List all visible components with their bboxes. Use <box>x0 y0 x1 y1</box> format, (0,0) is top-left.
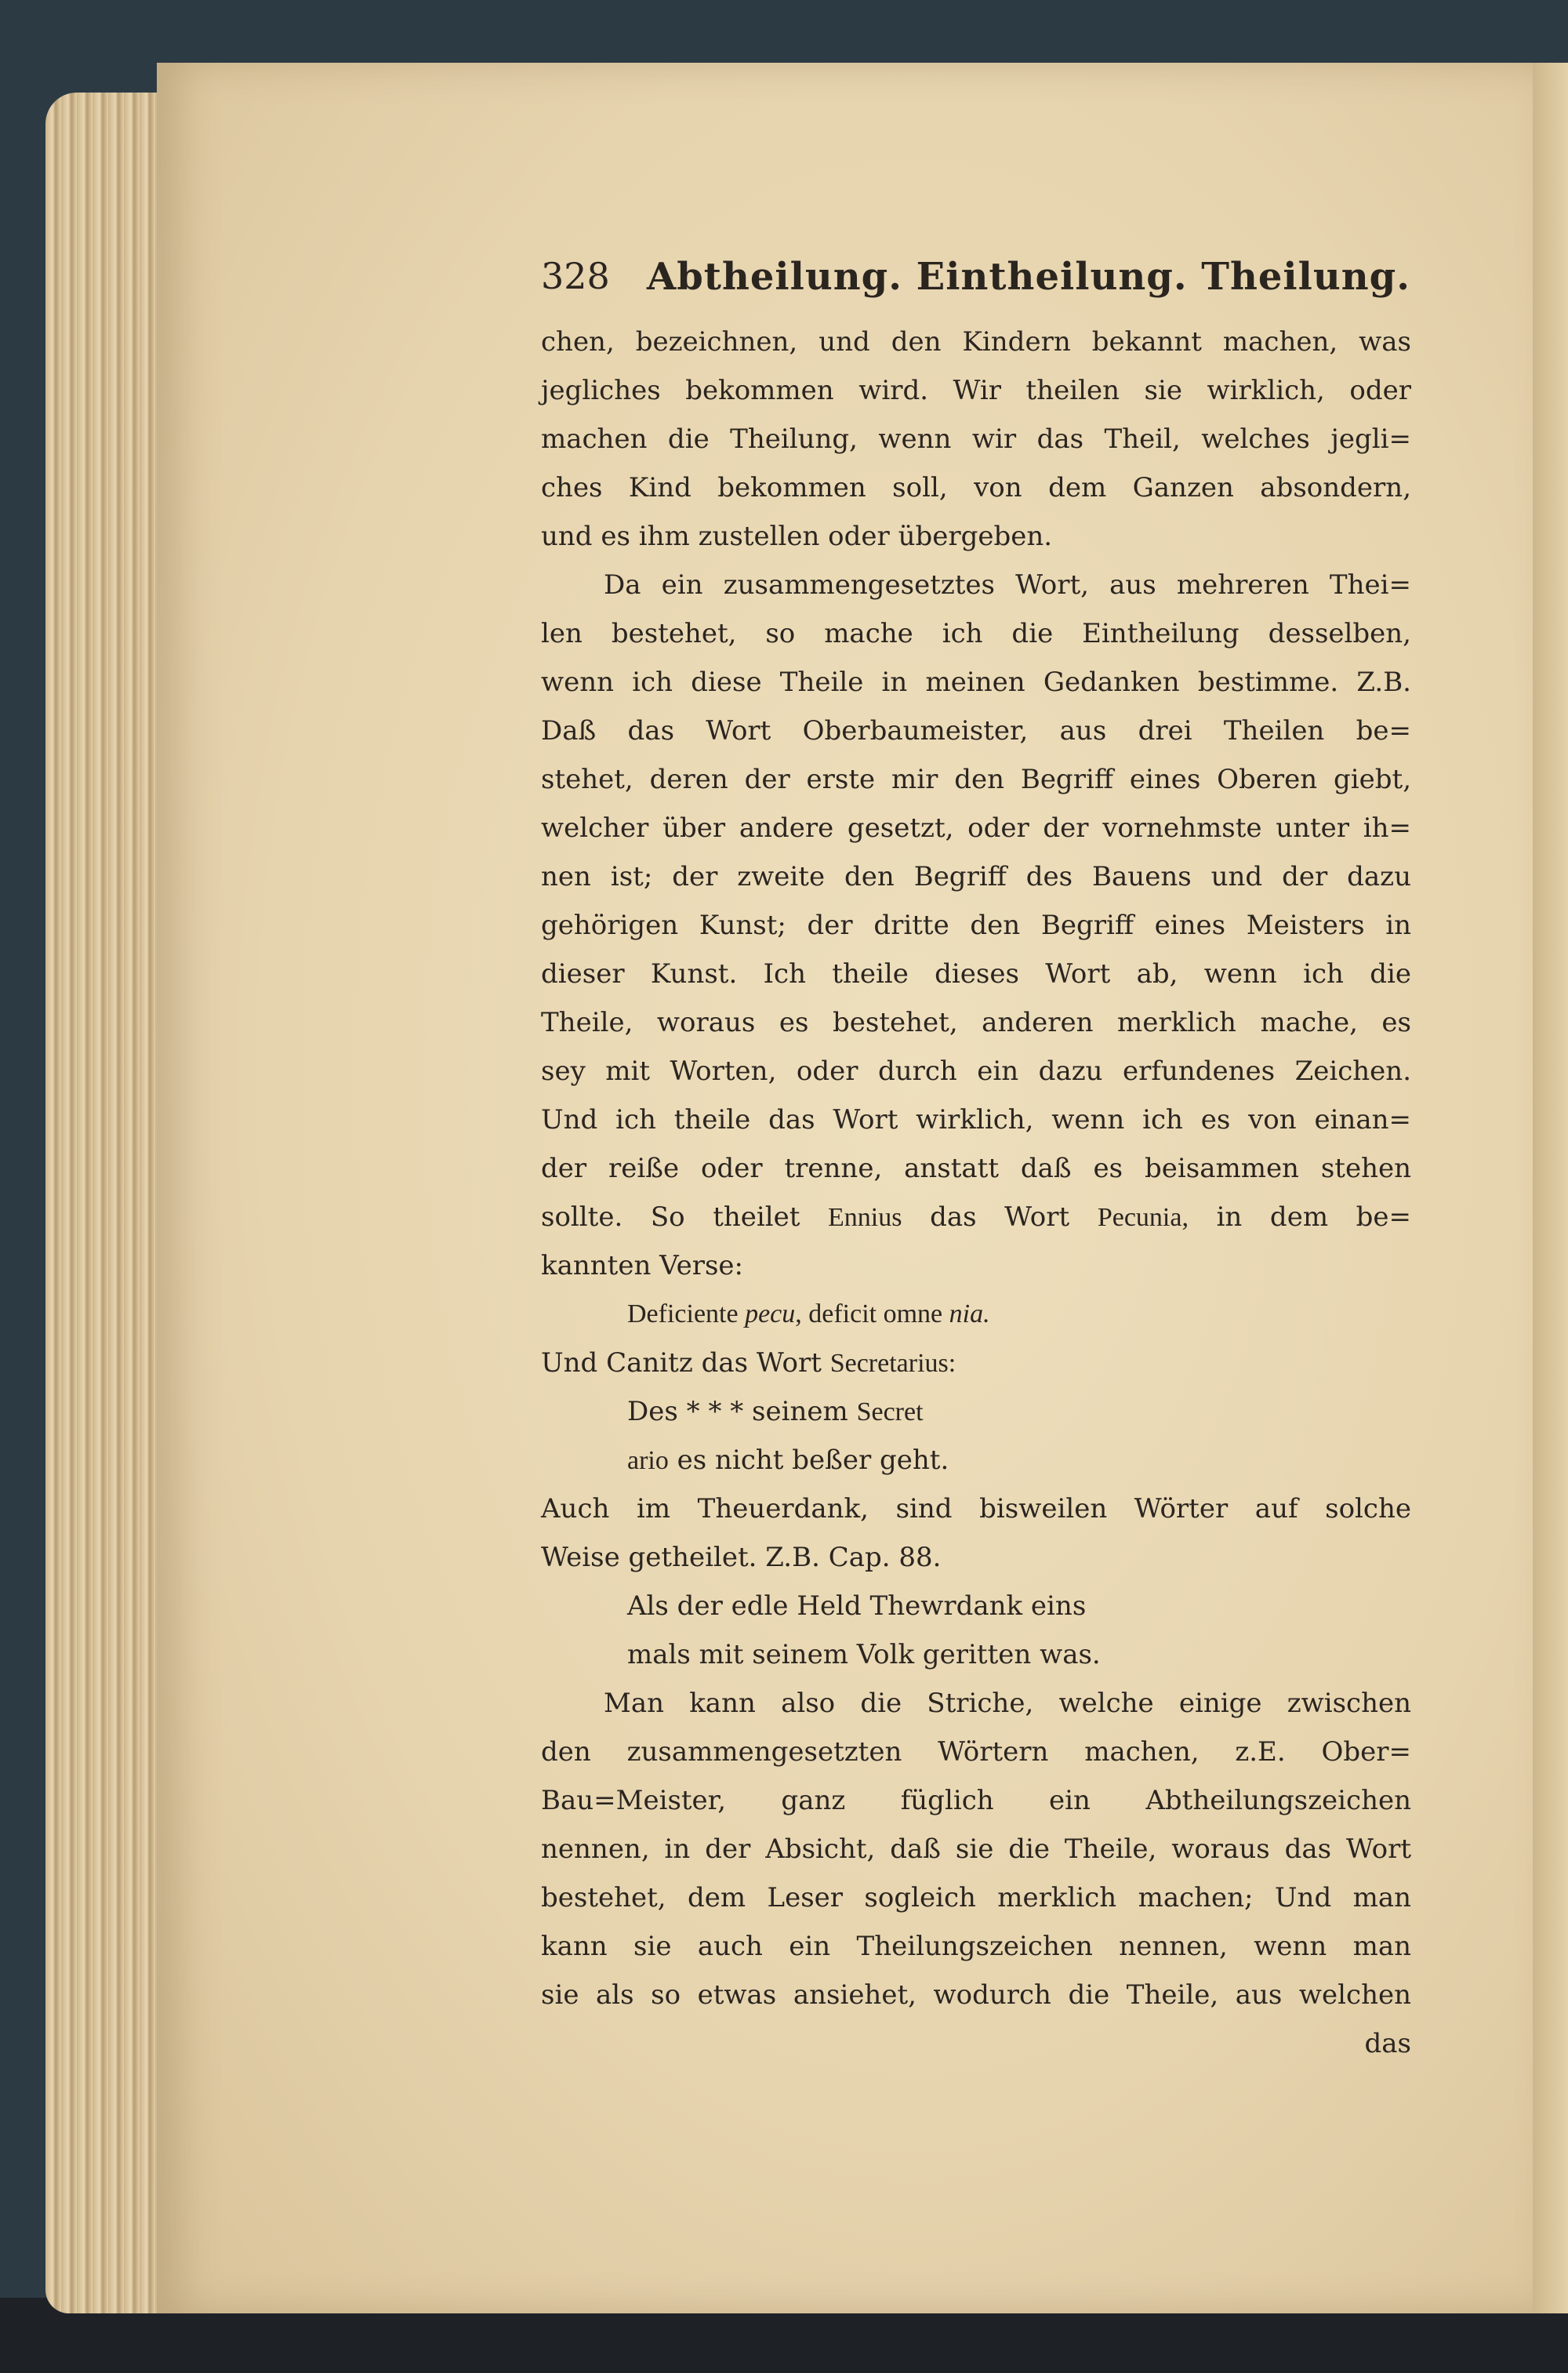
text-line <box>541 1193 1411 1241</box>
text-segment: sollte. So theilet <box>541 1201 800 1233</box>
text-line: jegliches bekommen wird. Wir theilen sie wirklich, oder <box>541 375 1411 406</box>
verse-segment: Deficiente <box>627 1299 739 1328</box>
page-number: 328 <box>541 255 610 297</box>
text-line: gehörigen Kunst; der dritte den Begriff eines Meisters in <box>541 910 1411 941</box>
running-head: Abtheilung. Eintheilung. Theilung. <box>647 255 1410 299</box>
text-line: Auch im Theuerdank, sind bisweilen Wörter auf solche <box>541 1493 1411 1524</box>
text-line: sie als so etwas ansiehet, wodurch die Theile, aus welchen <box>541 1979 1411 2011</box>
verse-segment: nia. <box>949 1299 990 1328</box>
catchword: das <box>1364 2028 1411 2059</box>
text-line: kann sie auch ein Theilungszeichen nennen, wenn man <box>541 1931 1411 1962</box>
text-block <box>541 255 1411 2068</box>
verse-segment: , deficit omne <box>795 1299 943 1328</box>
text-line: stehet, deren der erste mir den Begriff eines Oberen giebt, <box>541 764 1411 795</box>
verse-line: mals mit seinem Volk geritten was. <box>627 1639 1101 1670</box>
text-line: den zusammengesetzten Wörtern machen, z.E. Ober= <box>541 1736 1411 1768</box>
page-header <box>541 255 1411 318</box>
text-line: Man kann also die Striche, welche einige zwischen <box>604 1688 1411 1719</box>
verse-line <box>541 1436 1411 1484</box>
text-line: nennen, in der Absicht, daß sie die Theile, woraus das Wort <box>541 1833 1411 1865</box>
text-line: welcher über andere gesetzt, oder der vornehmste unter ih= <box>541 812 1411 844</box>
latin-word: Secret <box>856 1397 924 1426</box>
text-line: sey mit Worten, oder durch ein dazu erfundenes Zeichen. <box>541 1056 1411 1087</box>
text-line: machen die Theilung, wenn wir das Theil, welches jegli= <box>541 423 1411 455</box>
text-segment: in dem be= <box>1216 1201 1412 1233</box>
latin-word: Ennius <box>828 1203 902 1232</box>
text-segment: das Wort <box>930 1201 1070 1233</box>
text-line: der reiße oder trenne, anstatt daß es beisammen stehen <box>541 1153 1411 1184</box>
latin-word: Pecunia, <box>1097 1203 1189 1232</box>
text-line: nen ist; der zweite den Begriff des Bauens und der dazu <box>541 861 1411 892</box>
text-line: Daß das Wort Oberbaumeister, aus drei Theilen be= <box>541 715 1411 747</box>
text-line: Theile, woraus es bestehet, anderen merklich mache, es <box>541 1007 1411 1038</box>
text-line: dieser Kunst. Ich theile dieses Wort ab, wenn ich die <box>541 958 1411 990</box>
text-line <box>541 1339 1411 1387</box>
verse-line: Als der edle Held Thewrdank eins <box>627 1590 1087 1622</box>
text-line: wenn ich diese Theile in meinen Gedanken bestimme. Z.B. <box>541 667 1411 698</box>
latin-word: ario <box>627 1446 669 1475</box>
text-line: chen, bezeichnen, und den Kindern bekannt machen, was <box>541 326 1411 358</box>
text-line: Weise getheilet. Z.B. Cap. 88. <box>541 1542 942 1573</box>
latin-word: Secretarius: <box>829 1349 956 1378</box>
verse-segment: pecu <box>745 1299 796 1328</box>
verse-segment: Des * * * seinem <box>627 1396 848 1427</box>
text-line: kannten Verse: <box>541 1250 743 1281</box>
text-line: Bau=Meister, ganz füglich ein Abtheilungszeichen <box>541 1785 1411 1816</box>
text-line: bestehet, dem Leser sogleich merklich machen; Und man <box>541 1882 1411 1913</box>
verse-line <box>541 1387 1411 1436</box>
text-line: ches Kind bekommen soll, von dem Ganzen absondern, <box>541 472 1411 503</box>
verse-segment: es nicht beßer geht. <box>677 1445 949 1476</box>
text-line: und es ihm zustellen oder übergeben. <box>541 521 1053 552</box>
text-segment: Und Canitz das Wort <box>541 1347 822 1379</box>
facing-page-edge <box>1533 63 1568 2313</box>
text-line: Und ich theile das Wort wirklich, wenn ich es von einan= <box>541 1104 1411 1136</box>
verse-line <box>541 1290 1411 1339</box>
text-line: len bestehet, so mache ich die Eintheilung desselben, <box>541 618 1411 649</box>
text-line: Da ein zusammengesetztes Wort, aus mehreren Thei= <box>604 569 1411 601</box>
